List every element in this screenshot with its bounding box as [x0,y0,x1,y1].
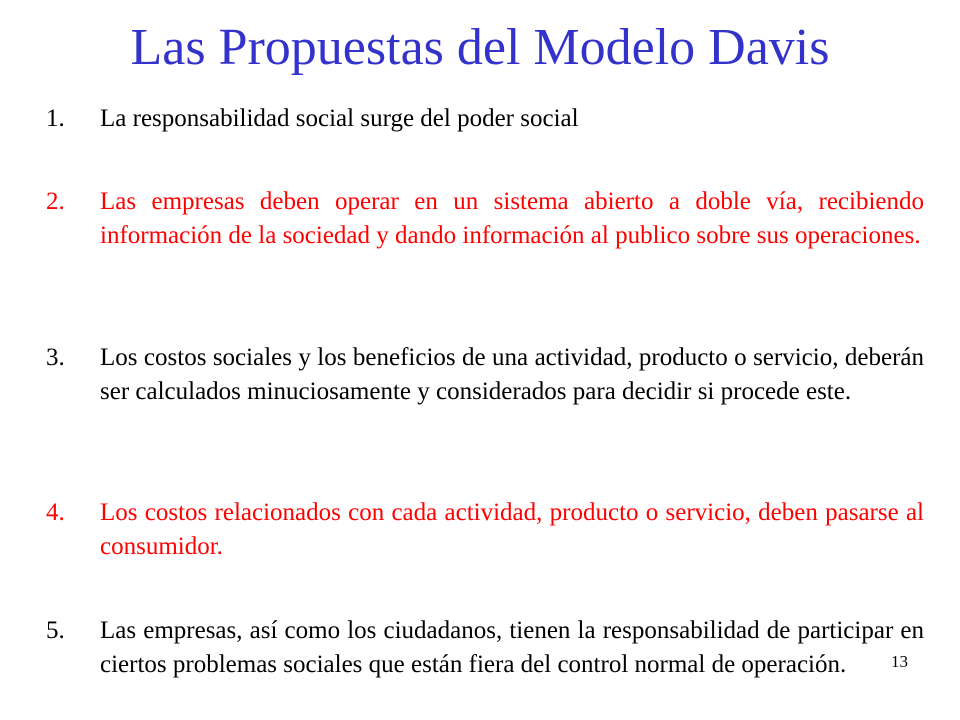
item-text: Los costos relacionados con cada actividad, producto o servicio, deben pasarse al consumidor. [100,499,924,560]
slide-title: Las Propuestas del Modelo Davis [130,19,830,76]
item-number: 3. [46,344,65,371]
item-text: Las empresas, así como los ciudadanos, tienen la responsabilidad de participar en ciertos problemas sociales que están fiera del control normal de operación. [100,617,924,678]
item-number: 1. [46,105,65,132]
slide-number: 13 [891,652,908,671]
list-item-4 [46,496,924,564]
item-text: La responsabilidad social surge del poder social [100,105,579,132]
list-item-2 [46,185,924,253]
item-text: Las empresas deben operar en un sistema abierto a doble vía, recibiendo información de la sociedad y dando información al publico sobre sus operaciones. [100,188,924,249]
list-item-3 [46,341,924,409]
item-number: 2. [46,188,65,215]
item-text: Los costos sociales y los beneficios de una actividad, producto o servicio, deberán ser calculados minuciosamente y considerados para decidir si procede este. [100,344,924,405]
item-number: 4. [46,499,65,526]
list-item-1 [46,102,924,136]
item-number: 5. [46,617,65,644]
list-item-5 [46,614,924,682]
